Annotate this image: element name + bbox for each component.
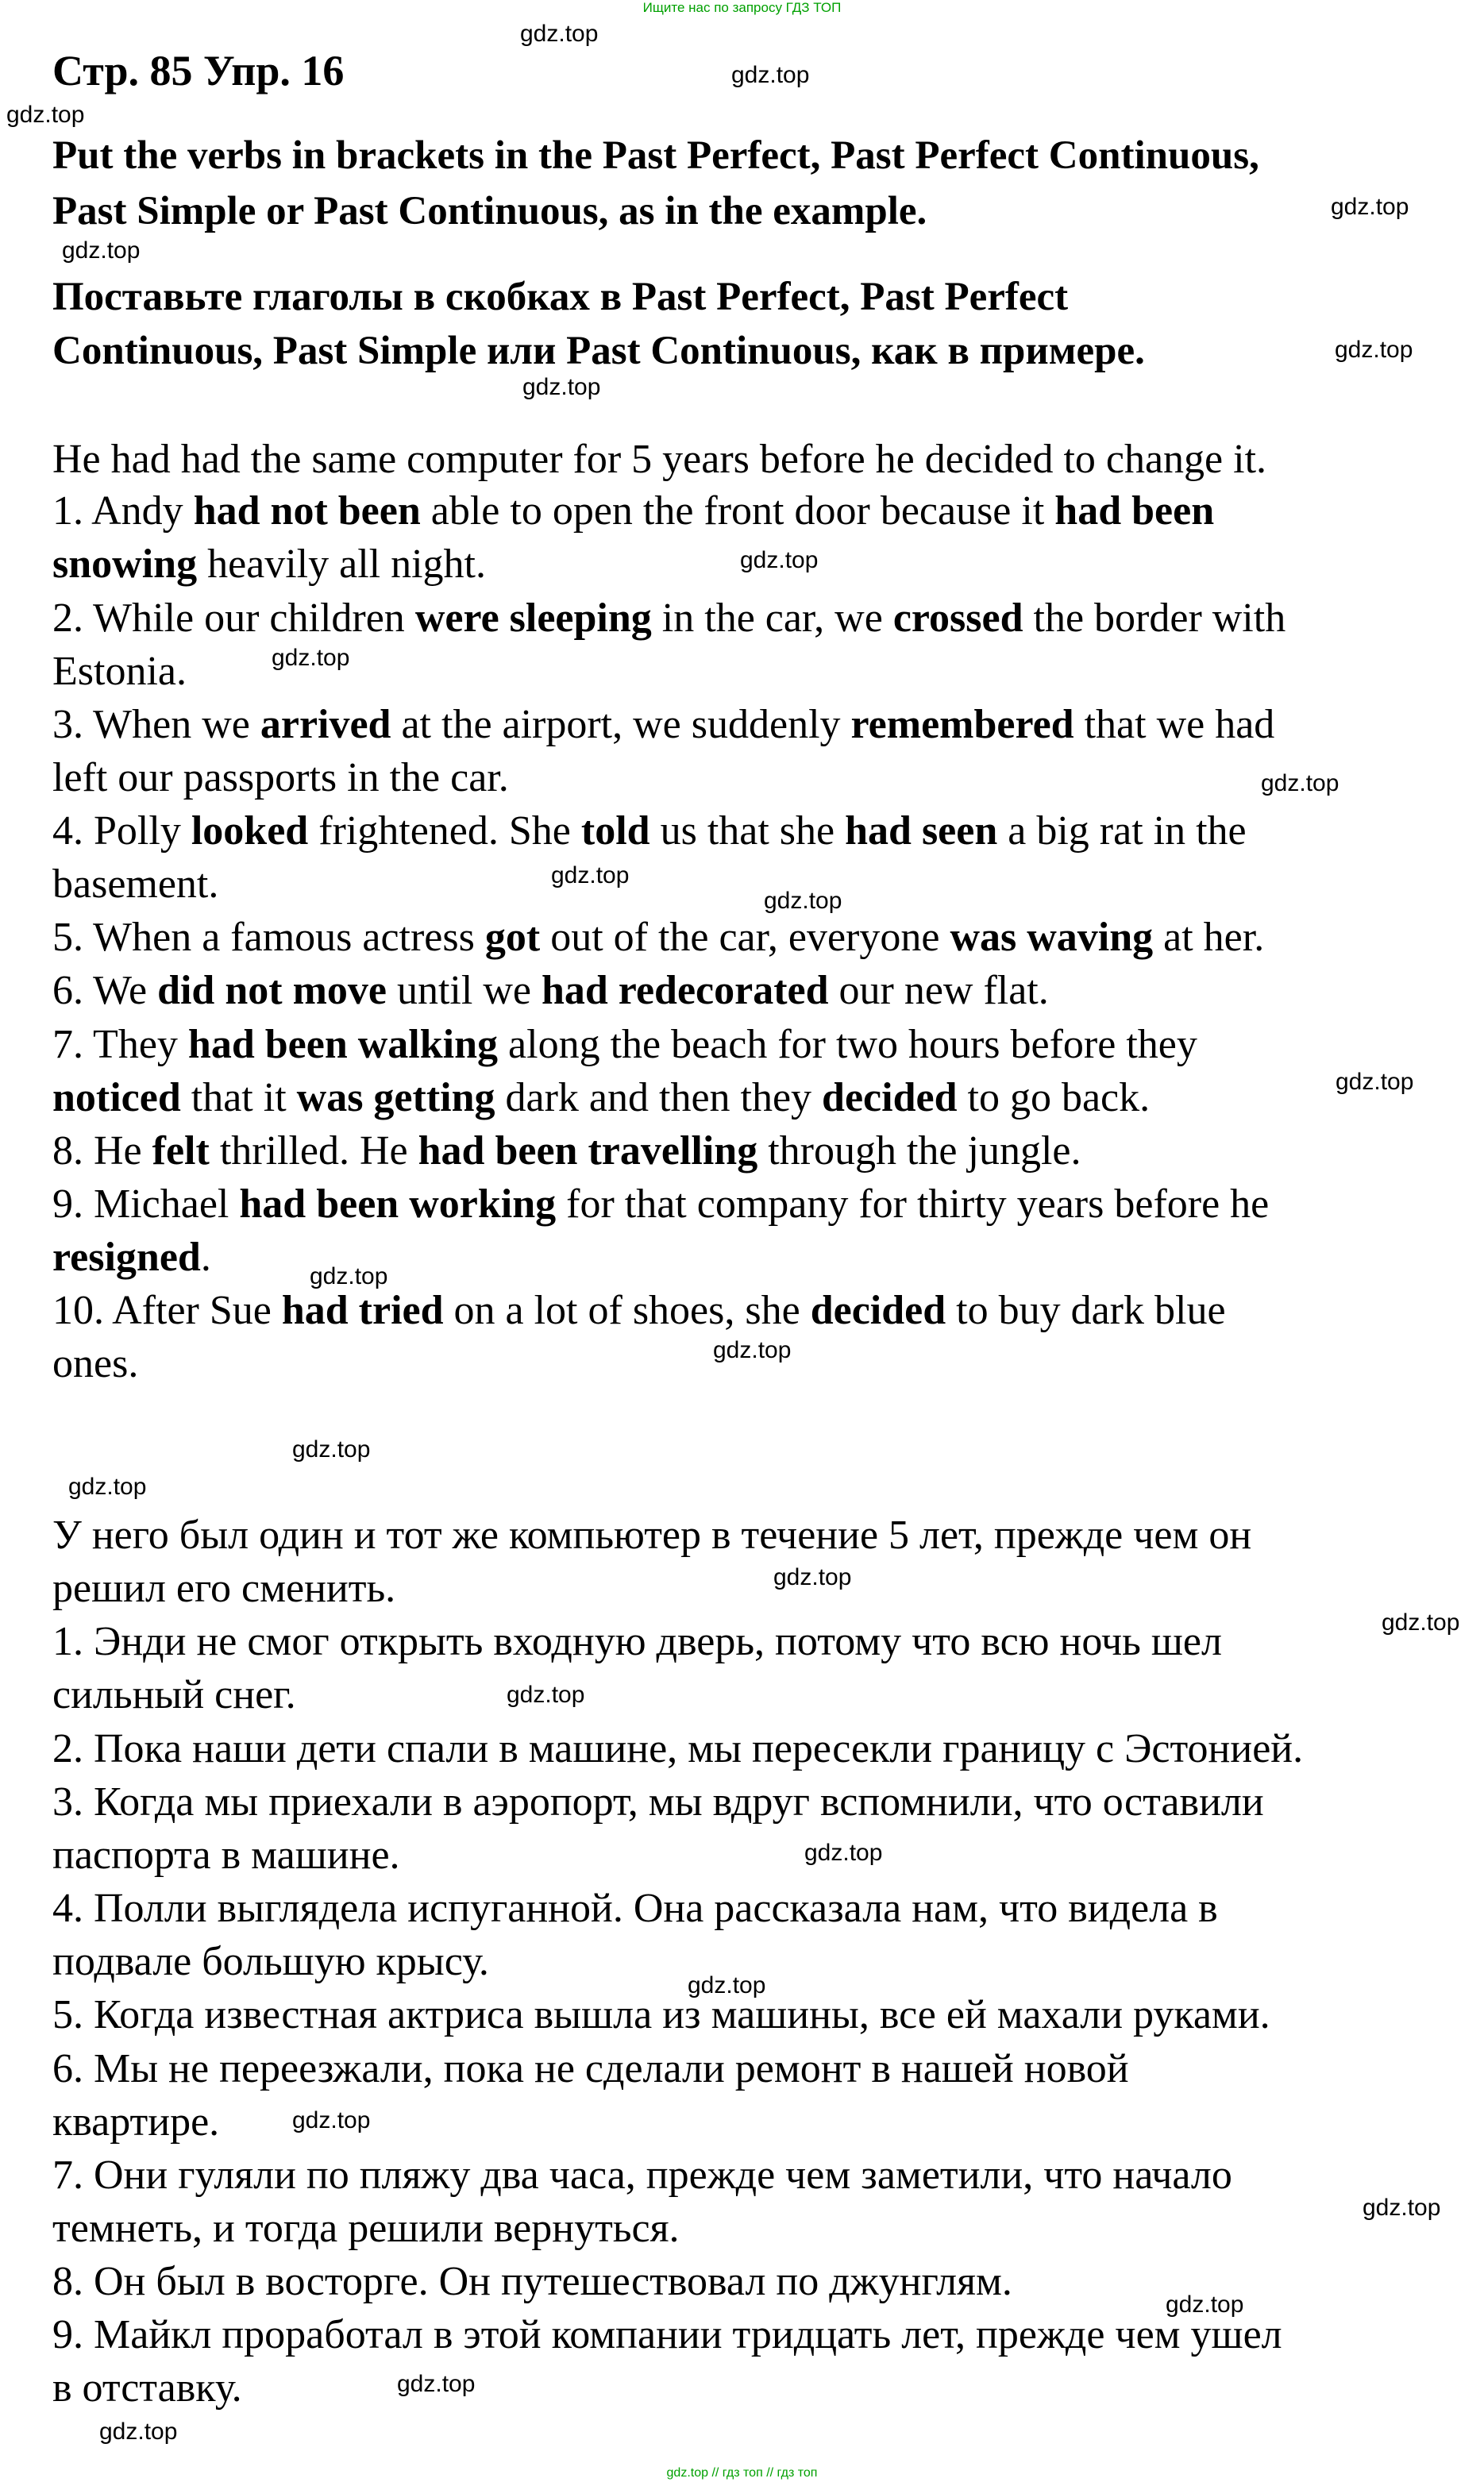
english-line (52, 1071, 1150, 1124)
russian-line: У него был один и тот же компьютер в течение 5 лет, прежде чем он (52, 1513, 1252, 1558)
answer-verb: remembered (850, 702, 1074, 747)
watermark-text: gdz.top (522, 374, 601, 400)
watermark-text: gdz.top (551, 862, 630, 888)
answer-verb: decided (822, 1075, 958, 1120)
answer-verb: decided (810, 1288, 946, 1333)
watermark-text: gdz.top (731, 62, 810, 88)
watermark-text: gdz.top (688, 1972, 766, 1998)
english-line (52, 751, 509, 804)
watermark-text: gdz.top (773, 1564, 852, 1590)
line-text: to go back. (957, 1075, 1151, 1120)
russian-line: 5. Когда известная актриса вышла из машины, все ей махали руками. (52, 1992, 1270, 2037)
watermark-text: gdz.top (1363, 2195, 1441, 2221)
russian-line: 2. Пока наши дети спали в машине, мы пересекли границу с Эстонией. (52, 1726, 1304, 1771)
line-text: to buy dark blue (946, 1288, 1226, 1333)
instruction-ru-line-1: Поставьте глаголы в скобках в Past Perfect, Past Perfect (52, 275, 1069, 319)
watermark-text: gdz.top (292, 1436, 371, 1463)
watermark-text: gdz.top (1335, 337, 1413, 363)
line-text: 7. They (52, 1022, 188, 1067)
instruction-en-line-1: Put the verbs in brackets in the Past Perfect, Past Perfect Continuous, (52, 133, 1259, 178)
english-line (52, 698, 1274, 751)
line-text: until we (386, 968, 542, 1013)
russian-line: 6. Мы не переезжали, пока не сделали ремонт в нашей новой (52, 2046, 1129, 2091)
watermark-text: gdz.top (1336, 1069, 1414, 1095)
russian-line: 4. Полли выглядела испуганной. Она рассказала нам, что видела в (52, 1886, 1218, 1931)
line-text: 9. Michael (52, 1181, 240, 1227)
english-line (52, 1284, 1226, 1337)
russian-line: 8. Он был в восторге. Он путешествовал по джунглям. (52, 2259, 1012, 2304)
line-text: along the beach for two hours before they (498, 1022, 1197, 1067)
english-line (52, 911, 1264, 964)
answer-verb: told (580, 808, 650, 854)
answer-verb: had redecorated (541, 968, 829, 1013)
watermark-text: gdz.top (1166, 2291, 1244, 2318)
english-line (52, 484, 1214, 538)
line-text: the border with (1023, 595, 1286, 641)
watermark-text: gdz.top (713, 1337, 792, 1363)
english-line (52, 592, 1285, 645)
russian-line: 1. Энди не смог открыть входную дверь, потому что всю ночь шел (52, 1619, 1222, 1664)
line-text: 2. While our children (52, 595, 415, 641)
watermark-text: gdz.top (292, 2107, 371, 2133)
instruction-ru-line-2: Continuous, Past Simple или Past Continuous, как в примере. (52, 329, 1145, 373)
watermark-text: gdz.top (804, 1840, 883, 1866)
english-line (52, 538, 486, 591)
answer-verb: had been travelling (418, 1128, 758, 1174)
watermark-text: gdz.top (310, 1263, 388, 1289)
watermark-text: gdz.top (507, 1682, 585, 1708)
line-text: in the car, we (651, 595, 893, 641)
line-text: through the jungle. (757, 1128, 1081, 1174)
instruction-en-line-2: Past Simple or Past Continuous, as in the example. (52, 189, 927, 233)
line-text: 6. We (52, 968, 158, 1013)
line-text: 5. When a famous actress (52, 915, 485, 960)
watermark-text: gdz.top (272, 645, 350, 671)
english-line (52, 858, 218, 911)
line-text: He had had the same computer for 5 years before he decided to change it. (52, 437, 1267, 482)
line-text: at the airport, we suddenly (391, 702, 851, 747)
line-text: 8. He (52, 1128, 152, 1174)
line-text: our new flat. (828, 968, 1049, 1013)
answer-verb: did not move (157, 968, 387, 1013)
line-text: out of the car, everyone (540, 915, 950, 960)
watermark-text: gdz.top (1382, 1609, 1460, 1636)
line-text: us that she (649, 808, 846, 854)
english-line (52, 1018, 1197, 1071)
line-text: ones. (52, 1341, 139, 1386)
watermark-text: gdz.top (62, 237, 141, 264)
russian-line: темнеть, и тогда решили вернуться. (52, 2206, 680, 2251)
answer-verb: resigned (52, 1235, 201, 1280)
english-line (52, 964, 1049, 1017)
russian-line: 9. Майкл проработал в этой компании тридцать лет, прежде чем ушел (52, 2312, 1282, 2357)
line-text: thrilled. He (209, 1128, 418, 1174)
english-line (52, 804, 1247, 858)
english-line (52, 1337, 138, 1390)
line-text: 1. Andy (52, 488, 194, 534)
line-text: 10. After Sue (52, 1288, 282, 1333)
english-line (52, 645, 187, 698)
answer-verb: had seen (845, 808, 998, 854)
line-text: a big rat in the (997, 808, 1247, 854)
page-title: Стр. 85 Упр. 16 (52, 47, 345, 94)
answer-verb: was getting (296, 1075, 495, 1120)
answer-verb: had tried (281, 1288, 444, 1333)
watermark-text: gdz.top (740, 547, 819, 573)
line-text: on a lot of shoes, she (443, 1288, 811, 1333)
line-text: frightened. She (308, 808, 581, 854)
russian-line: паспорта в машине. (52, 1833, 400, 1878)
answer-verb: had been walking (187, 1022, 499, 1067)
watermark-text: gdz.top (1331, 194, 1409, 220)
answer-verb: had not been (193, 488, 421, 534)
russian-line: решил его сменить. (52, 1566, 396, 1611)
russian-line: сильный снег. (52, 1672, 296, 1717)
russian-line: 7. Они гуляли по пляжу два часа, прежде чем заметили, что начало (52, 2153, 1232, 2198)
line-text: that we had (1073, 702, 1275, 747)
footer-note: gdz.top // гдз топ // гдз топ (666, 2466, 818, 2480)
line-text: dark and then they (495, 1075, 823, 1120)
line-text: 3. When we (52, 702, 260, 747)
english-line (52, 433, 1266, 486)
top-search-note: Ищите нас по запросу ГДЗ ТОП (642, 0, 842, 15)
line-text: left our passports in the car. (52, 755, 509, 800)
line-text: . (200, 1235, 211, 1280)
line-text: that it (180, 1075, 297, 1120)
english-line (52, 1124, 1081, 1177)
line-text: at her. (1153, 915, 1265, 960)
watermark-text: gdz.top (520, 21, 599, 47)
answer-verb: had been working (239, 1181, 557, 1227)
watermark-text: gdz.top (764, 888, 842, 914)
answer-verb: crossed (892, 595, 1023, 641)
answer-verb: felt (152, 1128, 210, 1174)
answer-verb: were sleeping (414, 595, 652, 641)
answer-verb: arrived (260, 702, 391, 747)
line-text: Estonia. (52, 649, 187, 694)
watermark-text: gdz.top (6, 102, 85, 128)
watermark-text: gdz.top (397, 2371, 476, 2397)
watermark-text: gdz.top (99, 2419, 178, 2445)
line-text: able to open the front door because it (420, 488, 1055, 534)
line-text: heavily all night. (197, 542, 487, 587)
answer-verb: got (484, 915, 541, 960)
russian-line: в отставку. (52, 2365, 242, 2411)
english-line (52, 1231, 211, 1284)
line-text: 4. Polly (52, 808, 191, 854)
watermark-text: gdz.top (68, 1474, 147, 1500)
answer-verb: noticed (52, 1075, 181, 1120)
russian-line: квартире. (52, 2099, 220, 2145)
line-text: for that company for thirty years before he (556, 1181, 1270, 1227)
answer-verb: had been (1054, 488, 1215, 534)
answer-verb: looked (191, 808, 309, 854)
russian-line: 3. Когда мы приехали в аэропорт, мы вдруг вспомнили, что оставили (52, 1779, 1264, 1825)
answer-verb: snowing (52, 542, 198, 587)
watermark-text: gdz.top (1261, 770, 1339, 796)
russian-line: подвале большую крысу. (52, 1939, 489, 1984)
answer-verb: was waving (950, 915, 1154, 960)
line-text: basement. (52, 861, 219, 907)
english-line (52, 1177, 1269, 1231)
